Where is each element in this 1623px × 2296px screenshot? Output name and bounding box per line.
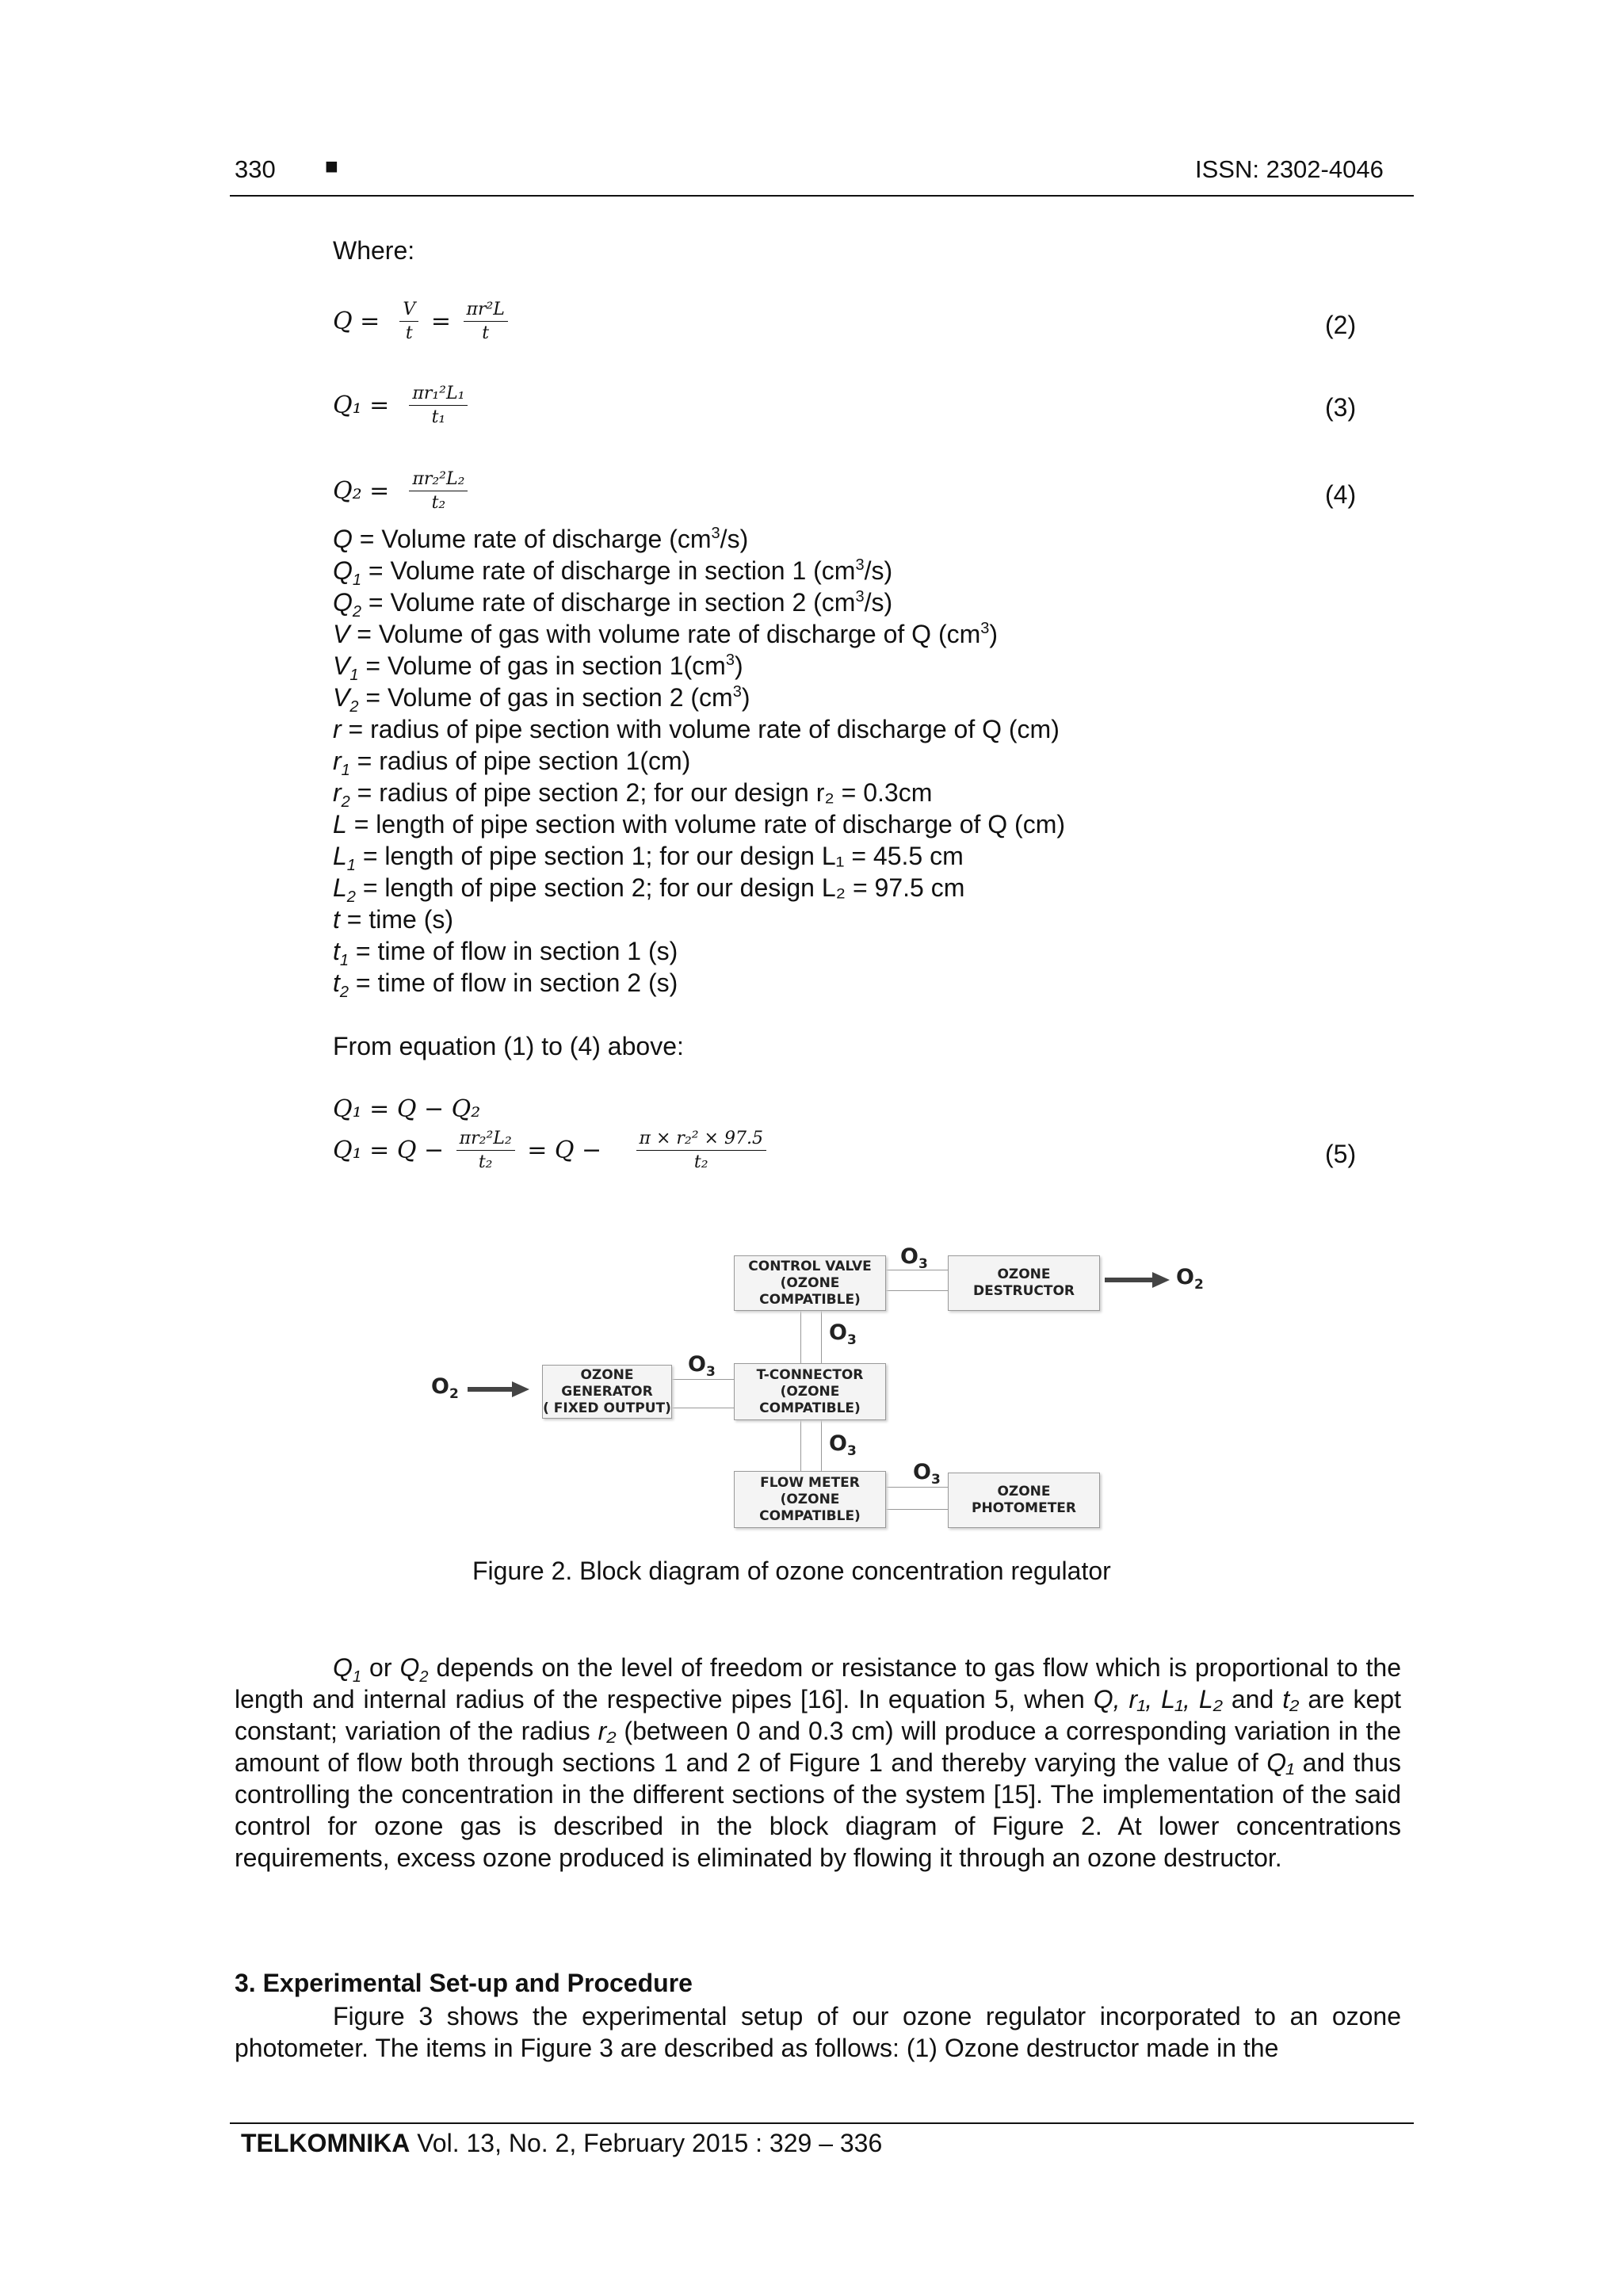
o2-outlet-label: $O_2$ [1176,1265,1204,1293]
equation-3-number: (3) [1325,393,1357,422]
definition-line: r = radius of pipe section with volume rate of discharge of Q (cm) [333,715,1060,743]
figure-caption: Figure 2. Block diagram of ozone concentration regulator [472,1557,1111,1585]
ozone-destructor-block: OZONE DESTRUCTOR [948,1255,1100,1311]
ozone-generator-block: OZONE GENERATOR ( FIXED OUTPUT) [542,1365,672,1419]
t-connector-block: T-CONNECTOR (OZONE COMPATIBLE) [734,1363,886,1420]
inlet-arrow-icon [468,1379,531,1400]
definition-line: $r_1$ = radius of pipe section 1(cm) [333,747,691,779]
o3-label: $O_3$ [688,1352,716,1380]
connector-line [884,1509,948,1510]
definition-line: t = time (s) [333,905,454,934]
o2-inlet-label: $O_2$ [431,1374,459,1402]
definition-line: L = length of pipe section with volume rate of discharge of Q (cm) [333,810,1066,839]
connector-line [800,1311,801,1363]
definition-line: V = Volume of gas with volume rate of discharge of Q $(cm^3)$ [333,620,999,648]
definition-line: $Q_2$ = Volume rate of discharge in section 2 $(cm^3/s)$ [333,588,893,621]
flow-meter-block: FLOW METER (OZONE COMPATIBLE) [734,1471,886,1528]
outlet-arrow-icon [1105,1270,1171,1290]
connector-line [800,1419,801,1471]
issn: ISSN: 2302-4046 [1195,155,1384,183]
journal-details: Vol. 13, No. 2, February 2015 : 329 – 336 [410,2129,883,2157]
equation-5-number: (5) [1325,1140,1357,1168]
page-number: 330 [235,155,276,183]
section-heading: 3. Experimental Set-up and Procedure [235,1969,693,1997]
definition-line: $L_2$ = length of pipe section 2; for our design L₂ = 97.5 cm [333,873,965,906]
definition-line: $V_1$ = Volume of gas in section $1(cm^3)$ [333,651,743,684]
header-marker: ■ [325,154,338,178]
equation-5b: Q₁ = Q − $\frac{\text{πr₂²L₂}}{\text{t₂}}$ = Q − $\frac{\text{π × r₂² × 97.5}}{\text{t₂}}$ [333,1129,793,1172]
equation-3: Q₁ = $\frac{\text{πr₁²L₁}}{\text{t₁}}$ [333,384,472,427]
definition-line: $Q_1$ = Volume rate of discharge in section 1 $(cm^3/s)$ [333,556,893,589]
connector-line [821,1311,822,1363]
o3-label: $O_3$ [913,1460,941,1488]
header-rule [230,195,1414,197]
footer [241,2129,882,2158]
equation-4: Q₂ = $\frac{\text{πr₂²L₂}}{\text{t₂}}$ [333,469,472,513]
journal-name: TELKOMNIKA [241,2129,411,2157]
connector-line [821,1419,822,1471]
connector-line [884,1290,948,1291]
definition-line: $t_1$ = time of flow in section 1 (s) [333,937,678,969]
equation-2: Q = $\frac{V}{t}$ = $\frac{\text{πr²L}}{t}$ [333,300,513,343]
where-label: Where: [333,236,415,265]
o3-label: $O_3$ [829,1320,857,1348]
section-paragraph: Figure 3 shows the experimental setup of our ozone regulator incorporated to an ozone photometer. The items in Figure 3 are described as follows: (1) Ozone destructor made in the [235,2002,1401,2062]
equation-4-number: (4) [1325,480,1357,509]
body-paragraph: $Q_1$ or $Q_2$ depends on the level of freedom or resistance to gas flow which is proportional to the length and internal radius of the respective pipes [16]. In equation 5, when Q, r₁, L₁, L₂ and t₂ are kept constant; variation of the radius r₂ (between 0 and 0.3 cm) will produce a corresponding variation in the amount of flow both through sections 1 and 2 of Figure 1 and thereby varying the value of Q₁ and thus controlling the concentration in the different sections of the system [15]. The implementation of the said control for ozone gas is described in the block diagram of Figure 2. At lower concentrations requirements, excess ozone produced is eliminated by flowing it through an ozone destructor. [235,1653,1402,1872]
definition-line: Q = Volume rate of discharge $(cm^3/s)$ [333,525,749,553]
o3-label: $O_3$ [829,1431,857,1459]
definition-line: $L_1$ = length of pipe section 1; for our design L₁ = 45.5 cm [333,842,964,874]
definition-line: $V_2$ = Volume of gas in section 2 $(cm^3)$ [333,683,750,716]
definition-line: $t_2$ = time of flow in section 2 (s) [333,968,678,1001]
definition-line: $r_2$ = radius of pipe section 2; for our design r₂ = 0.3cm [333,778,933,811]
equation-2-number: (2) [1325,311,1357,339]
from-equation-text: From equation (1) to (4) above: [333,1032,684,1060]
equation-5a: Q₁ = Q − Q₂ [333,1095,481,1123]
connector-line [670,1379,734,1380]
footer-rule [230,2122,1414,2124]
o3-label: $O_3$ [900,1244,928,1272]
ozone-photometer-block: OZONE PHOTOMETER [948,1473,1100,1528]
control-valve-block: CONTROL VALVE (OZONE COMPATIBLE) [734,1255,886,1311]
